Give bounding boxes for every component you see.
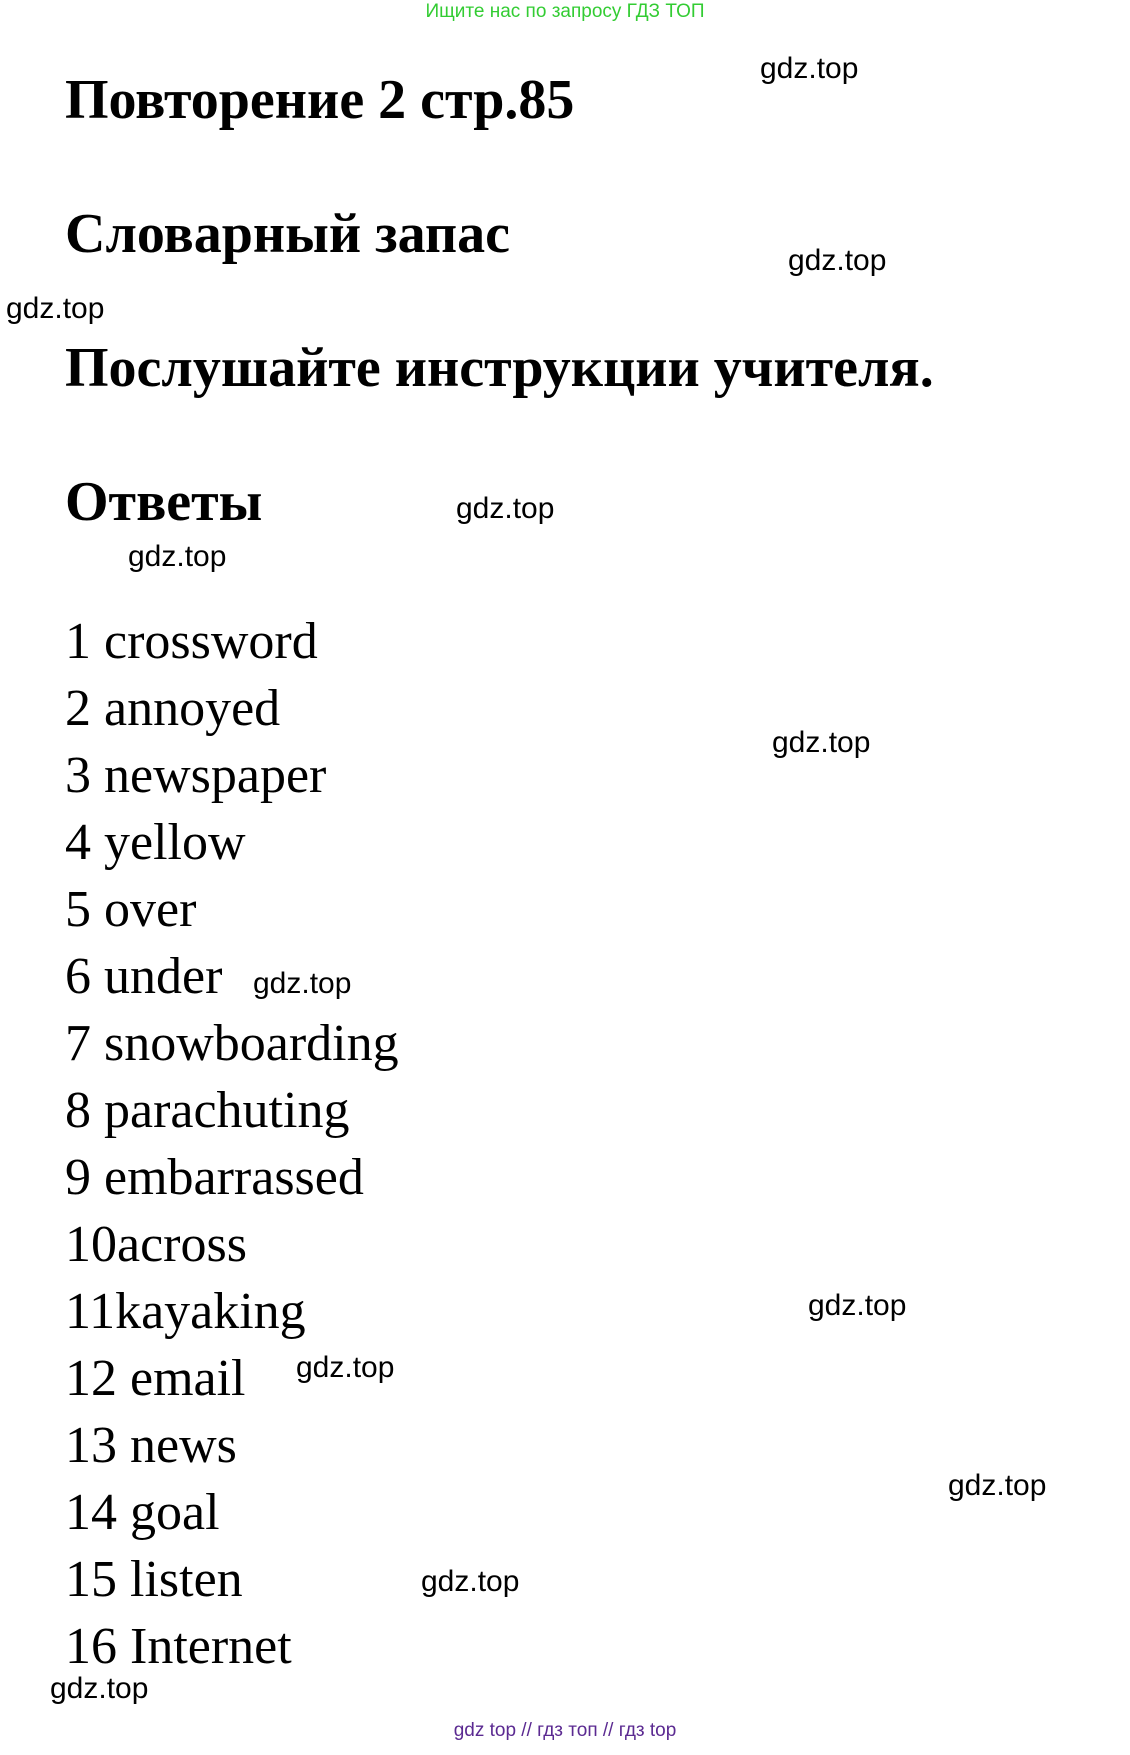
watermark: gdz.top xyxy=(808,1289,907,1322)
answer-list xyxy=(65,608,399,1680)
watermark: gdz.top xyxy=(760,52,859,85)
answer-item: 5 over xyxy=(65,881,197,938)
answer-item: 8 parachuting xyxy=(65,1082,350,1139)
answer-item: 10across xyxy=(65,1216,247,1273)
answer-item: 9 embarrassed xyxy=(65,1149,364,1206)
watermark: gdz.top xyxy=(128,540,227,573)
answer-item: 12 email xyxy=(65,1350,246,1407)
answer-item: 11kayaking xyxy=(65,1283,306,1340)
search-banner: Ищите нас по запросу ГДЗ ТОП xyxy=(425,1,705,22)
answer-item: 3 newspaper xyxy=(65,747,327,804)
watermark: gdz.top xyxy=(6,292,105,325)
answer-item: 13 news xyxy=(65,1417,237,1474)
answer-item: 7 snowboarding xyxy=(65,1015,399,1072)
answer-item: 16 Internet xyxy=(65,1618,292,1675)
section-title: Словарный запас xyxy=(65,203,510,265)
watermark: gdz.top xyxy=(456,492,555,525)
watermark: gdz.top xyxy=(296,1351,395,1384)
page-title: Повторение 2 стр.85 xyxy=(65,69,575,131)
watermark: gdz.top xyxy=(50,1672,149,1705)
watermark: gdz.top xyxy=(253,967,352,1000)
answer-item: 15 listen xyxy=(65,1551,243,1608)
watermark: gdz.top xyxy=(421,1565,520,1598)
instruction-text: Послушайте инструкции учителя. xyxy=(65,337,934,399)
answer-item: 14 goal xyxy=(65,1484,220,1541)
answer-item: 6 under xyxy=(65,948,223,1005)
watermark: gdz.top xyxy=(788,244,887,277)
answer-item: 2 annoyed xyxy=(65,680,281,737)
watermark: gdz.top xyxy=(948,1469,1047,1502)
watermark: gdz.top xyxy=(772,726,871,759)
answer-item: 4 yellow xyxy=(65,814,246,871)
answers-heading: Ответы xyxy=(65,471,263,533)
answer-item: 1 crossword xyxy=(65,613,318,670)
footer-links: gdz top // гдз топ // гдз top xyxy=(453,1720,677,1741)
